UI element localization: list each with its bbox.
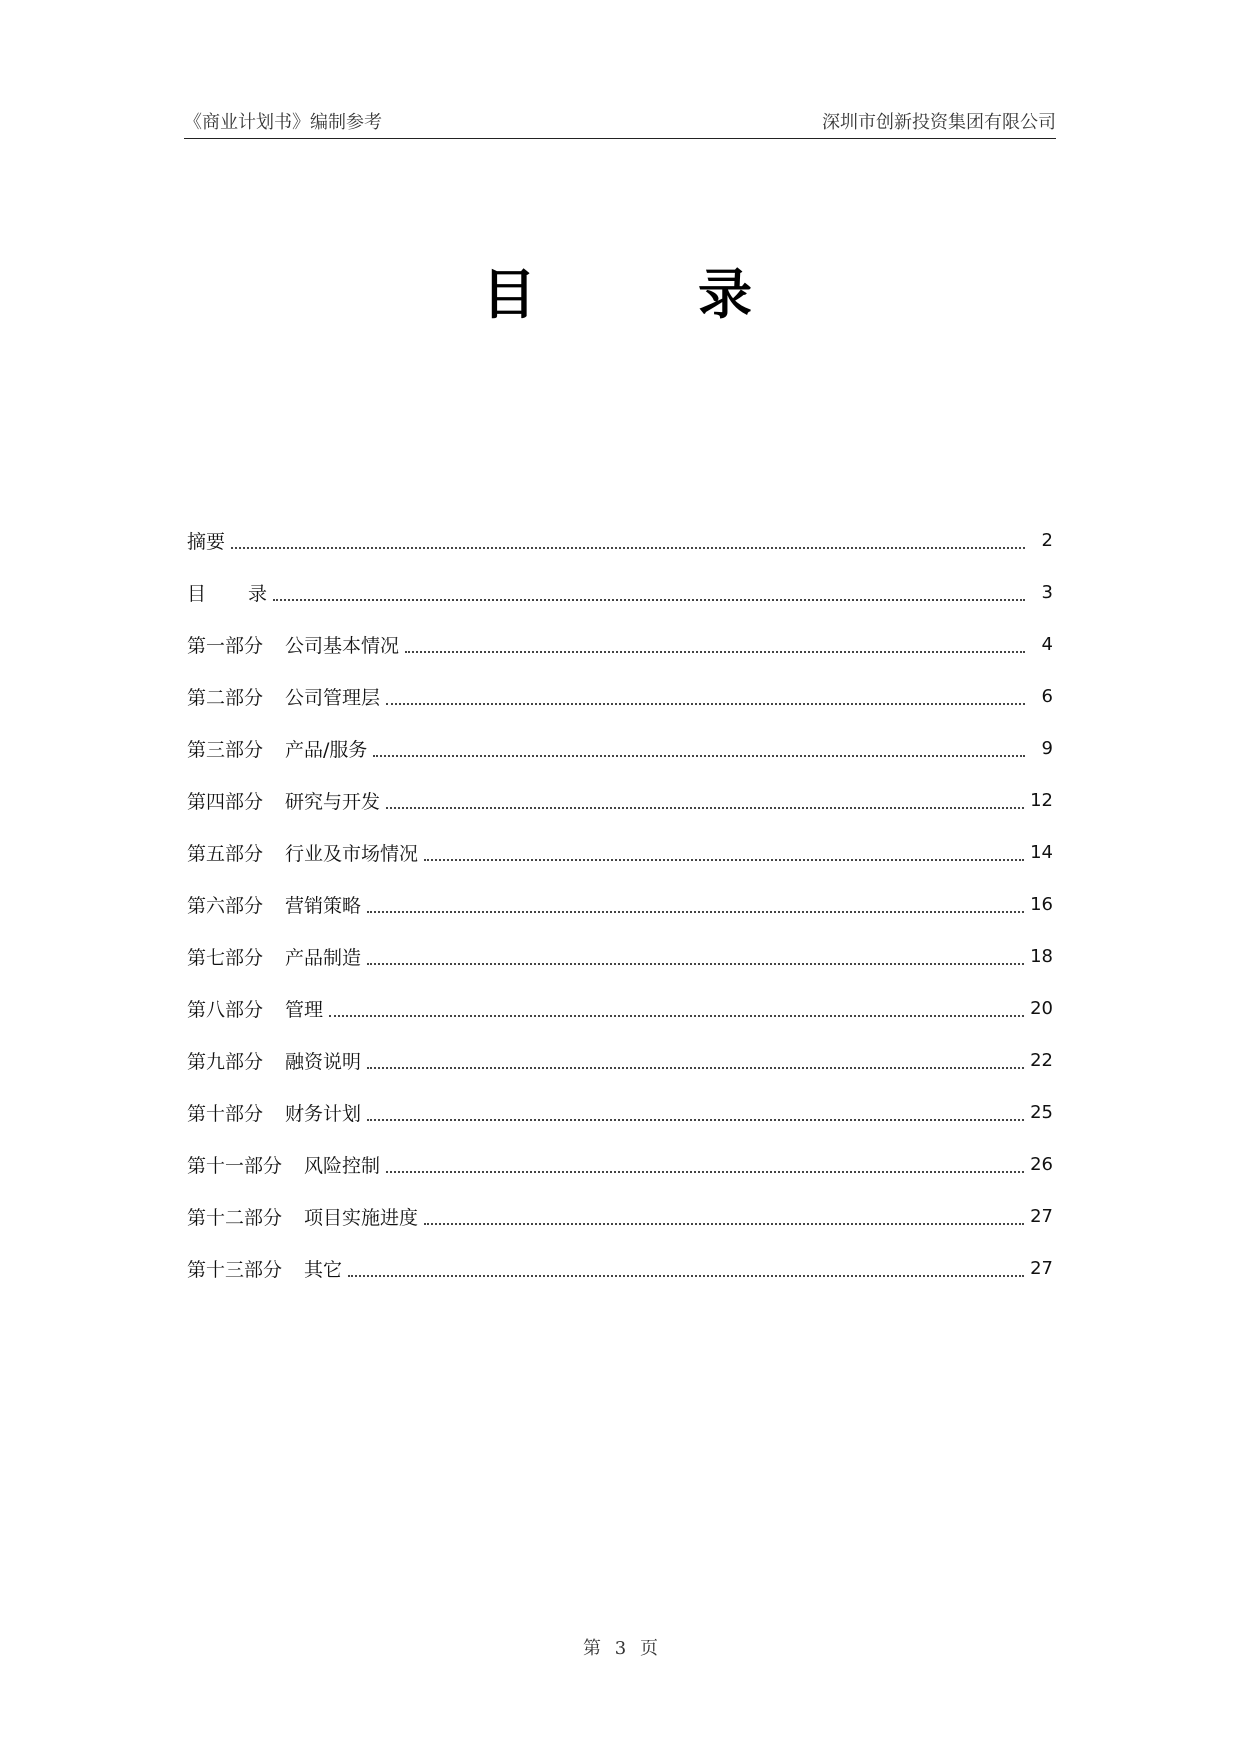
toc-dot-leader <box>386 788 1024 809</box>
toc-entry-part: 第十二部分 <box>187 1206 283 1229</box>
footer-page-prefix: 第 <box>583 1638 602 1659</box>
header-document-title: 《商业计划书》编制参考 <box>184 112 382 133</box>
toc-entry[interactable] <box>187 670 1053 722</box>
toc-entry-name: 其它 <box>304 1258 343 1281</box>
footer-page-suffix: 页 <box>639 1638 658 1659</box>
toc-entry-name: 融资说明 <box>285 1050 362 1073</box>
toc-dot-leader <box>367 1048 1024 1069</box>
toc-entry-name: 公司基本情况 <box>285 634 400 657</box>
toc-dot-leader <box>329 996 1024 1017</box>
toc-entry-name: 管理 <box>285 998 324 1021</box>
toc-entry-name: 产品制造 <box>285 946 362 969</box>
toc-entry-part: 目 <box>187 582 207 605</box>
toc-entry-part: 第九部分 <box>187 1050 264 1073</box>
toc-entry-part: 第六部分 <box>187 894 264 917</box>
toc-entry-name: 财务计划 <box>285 1102 362 1125</box>
toc-entry-part: 第八部分 <box>187 998 264 1021</box>
toc-dot-leader <box>424 1204 1024 1225</box>
toc-entry-page: 16 <box>1030 893 1053 915</box>
toc-entry-part: 第十三部分 <box>187 1258 283 1281</box>
toc-entry[interactable] <box>187 514 1053 566</box>
toc-entry-page: 26 <box>1030 1153 1053 1175</box>
toc-dot-leader <box>367 892 1024 913</box>
toc-dot-leader <box>386 1152 1024 1173</box>
toc-entry[interactable] <box>187 1190 1053 1242</box>
toc-entry-page: 9 <box>1041 737 1053 759</box>
toc-dot-leader <box>405 632 1025 653</box>
toc-entry-name: 营销策略 <box>285 894 362 917</box>
toc-entry-name: 录 <box>248 582 268 605</box>
toc-entry[interactable] <box>187 722 1053 774</box>
toc-entry-name: 公司管理层 <box>285 686 381 709</box>
toc-entry[interactable] <box>187 618 1053 670</box>
toc-entry-page: 22 <box>1030 1049 1053 1071</box>
toc-entry[interactable] <box>187 1034 1053 1086</box>
toc-entry-name: 行业及市场情况 <box>285 842 419 865</box>
toc-entry-part: 摘要 <box>187 530 226 553</box>
toc-entry-page: 12 <box>1030 789 1053 811</box>
table-of-contents <box>187 514 1053 1294</box>
toc-entry-page: 20 <box>1030 997 1053 1019</box>
toc-entry-part: 第五部分 <box>187 842 264 865</box>
toc-entry[interactable] <box>187 878 1053 930</box>
toc-entry-page: 27 <box>1030 1257 1053 1279</box>
toc-entry-name: 研究与开发 <box>285 790 381 813</box>
toc-entry[interactable] <box>187 774 1053 826</box>
toc-entry-page: 4 <box>1041 633 1053 655</box>
header-company-name: 深圳市创新投资集团有限公司 <box>822 112 1056 133</box>
toc-entry-page: 14 <box>1030 841 1053 863</box>
toc-entry-page: 27 <box>1030 1205 1053 1227</box>
page-title-char-1: 目 <box>482 263 563 326</box>
page-footer <box>0 1634 1241 1660</box>
toc-entry[interactable] <box>187 1086 1053 1138</box>
toc-entry[interactable] <box>187 982 1053 1034</box>
toc-dot-leader <box>367 1100 1024 1121</box>
toc-entry[interactable] <box>187 930 1053 982</box>
toc-entry-part: 第一部分 <box>187 634 264 657</box>
toc-dot-leader <box>386 684 1025 705</box>
toc-entry-part: 第四部分 <box>187 790 264 813</box>
toc-entry-part: 第三部分 <box>187 738 264 761</box>
toc-entry-page: 25 <box>1030 1101 1053 1123</box>
toc-entry-name: 风险控制 <box>304 1154 381 1177</box>
toc-entry-part: 第二部分 <box>187 686 264 709</box>
toc-entry-part: 第七部分 <box>187 946 264 969</box>
footer-page-number: 3 <box>614 1638 627 1659</box>
toc-entry[interactable] <box>187 566 1053 618</box>
toc-entry-page: 2 <box>1041 529 1053 551</box>
toc-entry-name: 项目实施进度 <box>304 1206 419 1229</box>
toc-dot-leader <box>424 840 1024 861</box>
toc-entry[interactable] <box>187 1242 1053 1294</box>
toc-dot-leader <box>231 528 1025 549</box>
toc-entry-part: 第十一部分 <box>187 1154 283 1177</box>
toc-entry-page: 18 <box>1030 945 1053 967</box>
toc-entry-page: 3 <box>1041 581 1053 603</box>
page-title-char-2: 录 <box>698 263 779 326</box>
page-header <box>184 106 1056 139</box>
toc-entry[interactable] <box>187 826 1053 878</box>
toc-dot-leader <box>348 1256 1024 1277</box>
toc-dot-leader <box>373 736 1025 757</box>
toc-entry-name: 产品/服务 <box>285 738 368 761</box>
toc-entry-page: 6 <box>1041 685 1053 707</box>
toc-entry[interactable] <box>187 1138 1053 1190</box>
toc-entry-part: 第十部分 <box>187 1102 264 1125</box>
toc-dot-leader <box>273 580 1025 601</box>
toc-dot-leader <box>367 944 1024 965</box>
